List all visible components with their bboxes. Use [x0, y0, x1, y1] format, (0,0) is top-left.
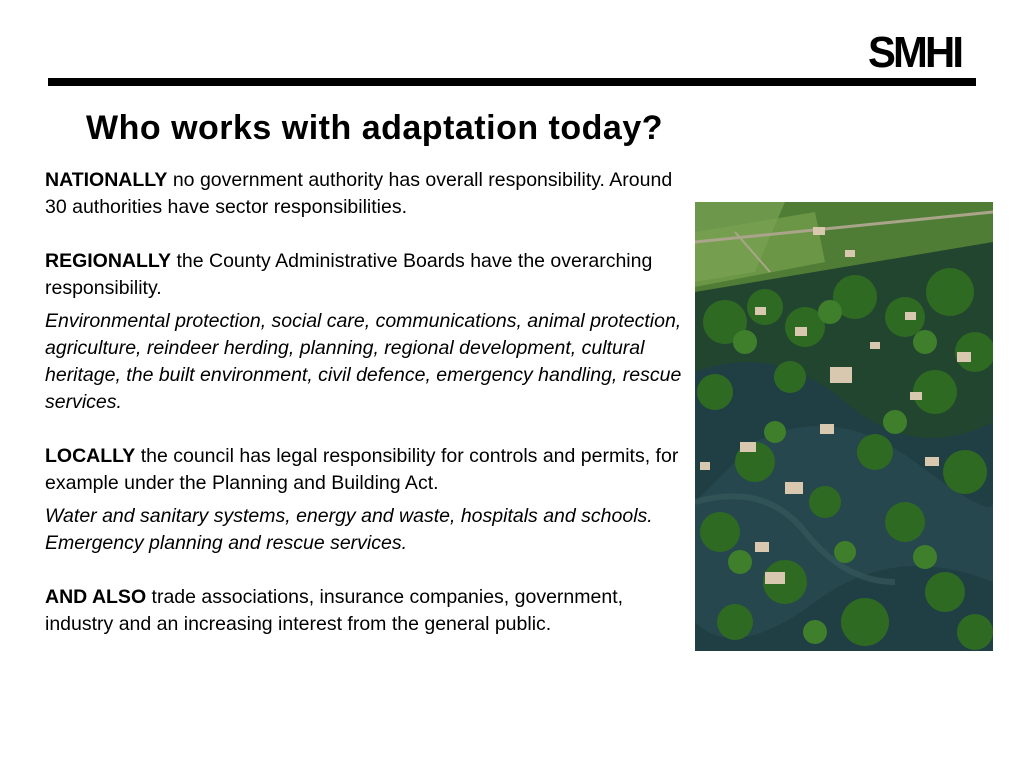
also-text: trade associations, insurance companies, government, industry and an increasing interest from the general public.: [45, 586, 624, 635]
regional-text: the County Administrative Boards have the overarching responsibility.: [45, 250, 653, 299]
national-keyword: NATIONALLY: [45, 169, 168, 191]
local-detail: Water and sanitary systems, energy and waste, hospitals and schools. Emergency planning and rescue services.: [45, 505, 653, 554]
local-paragraph: [45, 443, 685, 497]
regional-keyword: REGIONALLY: [45, 250, 172, 272]
also-paragraph: [45, 584, 685, 638]
national-paragraph: [45, 167, 685, 221]
smhi-logo: SMHI: [868, 28, 962, 77]
also-keyword: AND ALSO: [45, 586, 147, 608]
local-text: the council has legal responsibility for controls and permits, for example under the Planning and Building Act.: [45, 445, 679, 494]
slide-title: Who works with adaptation today?: [86, 109, 663, 147]
national-text: no government authority has overall responsibility. Around 30 authorities have sector responsibilities.: [45, 169, 673, 218]
slide-body: [45, 167, 685, 638]
regional-detail: Environmental protection, social care, communications, animal protection, agriculture, reindeer herding, planning, regional development, cultural heritage, the built environment, civil defence, emergency handling, rescue services.: [45, 310, 682, 413]
local-keyword: LOCALLY: [45, 445, 136, 467]
regional-paragraph: [45, 248, 685, 302]
flood-aerial-photo: [695, 202, 993, 651]
flood-photo-illustration: [695, 202, 993, 651]
header-rule: [48, 78, 976, 86]
